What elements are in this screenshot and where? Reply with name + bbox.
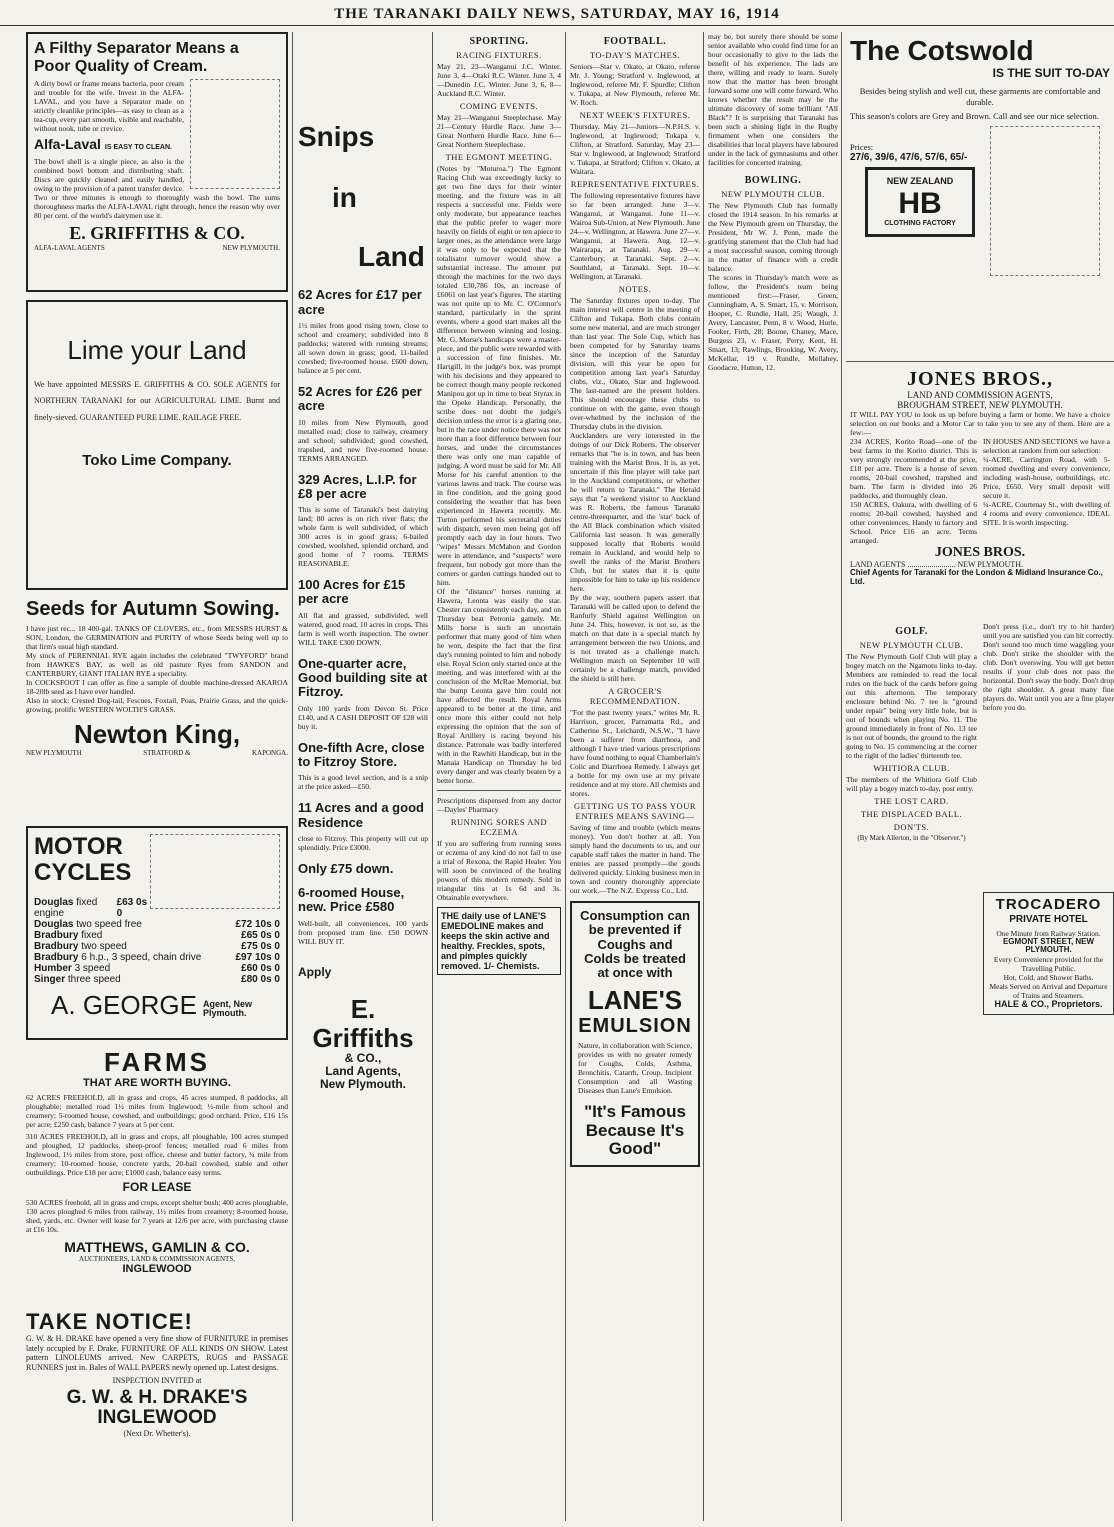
- motor-model-name: Bradbury: [34, 951, 79, 963]
- jones-listing-3: ¼-ACRE, Carrington Road, with 5-roomed dwelling and every convenience, including wash-house, outbuildings, etc. Price, £650. Very small deposit will secure it.: [983, 455, 1110, 500]
- running-heading: RUNNING SORES AND ECZEMA: [450, 817, 548, 837]
- land-listing: [298, 578, 428, 647]
- snips-firm-2: & CO.,: [344, 1051, 382, 1066]
- trocadero-body: Every Convenience provided for the Travelling Public.: [993, 955, 1104, 974]
- land-listing-body: This is some of Taranaki's best dairying land; 80 acres is on rich river flats; the whole farm is well subdivided, of which 300 acres is in good grass; 6-bailed cowshed, woolshed, splendid orchard, and good home of 7 rooms. TERMS REASONABLE.: [298, 505, 428, 569]
- jones-listing-4: ¼-ACRE, Courtenay St., with dwelling of 4 rooms and every convenience. IDEAL SITE. It is worth inspecting.: [983, 500, 1110, 527]
- motor-price: £65 0s 0: [241, 929, 280, 941]
- seeds-title: Seeds for Autumn Sowing.: [26, 598, 280, 620]
- trocadero-sig: HALE & CO., Proprietors.: [994, 999, 1103, 1010]
- coming-heading: COMING EVENTS.: [459, 101, 539, 111]
- land-listing: [298, 886, 428, 946]
- getting-body: Saving of time and trouble (which means money). You don't bother at all. You simply hand the documents to us, and our capable staff takes the matter in hand. The entries are passed promptly—the goods delivered quickly. Linking business men in town and country thoroughly appreciate our work.—The N.Z. Express Co., Ltd.: [570, 823, 700, 895]
- jones-houses: IN HOUSES AND SECTIONS we have a selection at random from our selection:: [983, 437, 1110, 455]
- farms-ad: [26, 1048, 288, 1310]
- land-listing-title: Only £75 down.: [298, 860, 394, 876]
- land-listing-title: 329 Acres, L.I.P. for £8 per acre: [298, 471, 417, 501]
- running-body: If you are suffering from running sores or eczema of any kind do not fail to use a trial of Rexona, the Rapid Healer. You will soon be convinced of the healing powers of this modern remedy. Sold in triangular tins at 1s 6d and 3s. Obtainable everywhere.: [437, 839, 561, 902]
- land-listing-title: 100 Acres for £15 per acre: [298, 577, 406, 607]
- bowling-body: The New Plymouth Club has formally closed the 1914 season. In his remarks at the New Plymouth green on Thursday, the President, Mr W. J. Penn, made the gratifying statement that the Club had had a most successful season, coming through in the matter of finance with a credit balance.: [708, 201, 838, 273]
- hb-factory: CLOTHING FACTORY: [884, 220, 956, 228]
- notice-town: INGLEWOOD: [97, 1407, 217, 1429]
- motor-price-row: [34, 974, 280, 985]
- grocer-body: "For the past twenty years," writes Mr. R. Harrison, grocer, Parramatta Rd., and Catherine St., Leichardt, N.S.W., "I have been a sufferer from diarrhoea, and although I have tried various prescriptions have found nothing to equal Chamberlain's Colic and Diarrhoea Remedy. I always get a bottle for my own use at my private residence and at my store. All chemists and stores.: [570, 708, 700, 798]
- suit-illustration: [990, 126, 1100, 276]
- farms-title: FARMS: [104, 1048, 210, 1077]
- rep-body: The following representative fixtures have so far been arranged: June 3—v. Wanganui, at Wanganui. June 11—v. Wairoa Sub-Union, at New Plymouth. June 24—v. Wellington, at Hawera. June 27—v. Wanganui, at Hawera. Aug. 12—v. Wairarapa, at Taranaki. Aug. 29—v. Canterbury, at Taranaki. Sept. 2—v. Southland, at Taranaki. Sept. 10—v. Wellington, at Taranaki.: [570, 191, 700, 281]
- golf-section: [846, 622, 1114, 1170]
- seeds-town-2: STRATFORD &: [143, 748, 191, 757]
- jones-sub: LAND AND COMMISSION AGENTS,: [907, 390, 1053, 400]
- notice-title: TAKE NOTICE!: [26, 1310, 193, 1334]
- jones-body: IT WILL PAY YOU to look us up before buying a farm or home. We have a choice selection on our books and a Motor Car to take you to see any of them. Here are a few:—: [850, 410, 1110, 437]
- motor-model-name: Bradbury: [34, 940, 79, 952]
- snips-title-1: Snips: [298, 121, 375, 152]
- today-body: Seniors—Star v. Okato, at Okato, referee Mr. J. Young; Stratford v. Inglewood, at Inglewood, referee Mr. F. Spurdle; Clifton v. Tukapa, at New Plymouth, referee Mr. W. Roch.: [570, 62, 700, 107]
- snips-firm-3: Land Agents,: [325, 1064, 401, 1079]
- prescriptions: Prescriptions dispensed from any doctor—Dayles' Pharmacy: [437, 796, 561, 814]
- land-listing: [298, 385, 428, 463]
- bowling-club-heading: NEW PLYMOUTH CLUB.: [721, 189, 825, 199]
- lanes-famous: "It's Famous Because It's Good": [584, 1102, 686, 1159]
- egmont-body: (Notes by "Moturoa.") The Egmont Racing Club was exceedingly lucky to get two fine days for their winter meeting, and the fixture was in all respects a successful one. Fields were only moderate, but appearance teaches that the public prefer to wager more heavily on fields of eight or ten apiece to larger ones, as the attendance were large it was only to be expected that the totalisator turnover would show a substantial increase. The amount put through the machines for the two days totaled £30,786 10s, an increase of £6061 on last year's figures. The starting was not quite up to Mr. C. O'Connor's standard, particularly in the sprint events, where a good start makes all the difference between winning and losing. Mr. G. Morse's handicaps were a master-piece, and the public were rewarded with a succession of fine finishes. Mr. Hartgill, in the judge's box, was prompt with his decisions and they appeared to be correct though many people reckoned Manipou got up in time to beat Styrax in the Opeke Handicap. Personally, the scribe does not doubt the judge's decision unless the error is a glaring one, but in the race under notice there was not more than a foot difference between four horses, and under the circumstances there was only one man capable of judging. A word must be said for Mr. All Morse for his careful attention to the various lawns and track. The course was in fine condition, and the going good considering the weather that has been experienced in Hawera recently. Mr. Turton performed his secretarial duties with dispatch, seven men being got off promptly each day in four hours. Two "wipes" Messrs McMahon and Gordon were in attendance, and "suspects" were frequent, but nobody got more than the corners or garden cuttings handed out to him.: [437, 164, 561, 587]
- cotswold-colors: This season's colors are Grey and Brown. Call and see our nice selection.: [850, 111, 1099, 122]
- land-listing-title: 62 Acres for £17 per acre: [298, 287, 422, 317]
- snips-firm: E. Griffiths: [312, 993, 414, 1053]
- land-listing: [298, 657, 428, 731]
- notes-heading: NOTES.: [618, 284, 652, 294]
- whitiora-body: The members of the Whitiora Golf Club will play a bogey match to-day, post entry.: [846, 775, 977, 793]
- lanes-consumption: Consumption can be prevented if Coughs and Colds be treated at once with: [580, 908, 690, 981]
- motor-model-desc: fixed engine: [34, 896, 98, 919]
- football-heading: FOOTBALL.: [603, 36, 667, 47]
- lime-body: We have appointed MESSRS E. GRIFFITHS & CO. SOLE AGENTS for NORTHERN TARANAKI for our AGRICULTURAL LIME. Burnt and finely-sieved. GUARANTEED PURE LIME. RAILAGE FREE.: [34, 379, 280, 423]
- land-listing: [298, 741, 428, 792]
- seeds-body-3: In COCKSFOOT I can offer as fine a sample of double machine-dressed AKAROA 18-20lb seed as I have ever handled.: [26, 678, 288, 696]
- motor-model-desc: two speed: [81, 940, 127, 952]
- racing-heading: RACING FIXTURES.: [456, 50, 542, 60]
- jones-ad: [846, 362, 1114, 622]
- np-golf-heading: NEW PLYMOUTH CLUB.: [859, 640, 964, 650]
- alfa-title-2: Poor Quality of Cream.: [34, 57, 208, 75]
- lime-ad: [26, 300, 288, 590]
- motor-price-row: [34, 919, 280, 930]
- cotswold-ad: [846, 32, 1114, 362]
- land-listing-body: Only 100 yards from Devon St. Price £140, and A CASH DEPOSIT OF £28 will buy it.: [298, 703, 428, 731]
- coming-body: May 21—Wanganui Steeplechase. May 21—Century Hurdle Race. June 3—Great Northern Hurdle Race. June 6—Great Northern Steeplechase.: [437, 113, 561, 149]
- farms-listing-1: 62 ACRES FREEHOLD, all in grass and crops, 45 acres stumped, 8 paddocks, all ploughable; metalled road 1½ miles from Inglewood; ½-mile from school and creamery; 5-roomed house, cowshed, and outbuildings; good orchard. Price, £16 15s per acre; £250 cash, balance 7 years at 5 per cent.: [26, 1092, 288, 1129]
- getting-heading: GETTING US TO PASS YOUR ENTRIES MEANS SAVING—: [573, 801, 697, 821]
- motor-price: £97 10s 0: [235, 951, 280, 963]
- farms-lease: FOR LEASE: [122, 1179, 192, 1194]
- motor-model-name: Humber: [34, 962, 72, 974]
- column-2: [298, 32, 428, 1521]
- cotswold-suit: IS THE SUIT TO-DAY: [992, 65, 1110, 80]
- column-6: [846, 32, 1114, 1521]
- today-heading: TO-DAY'S MATCHES.: [589, 50, 681, 60]
- hb-letters: HB: [898, 187, 942, 221]
- motor-price-row: [34, 930, 280, 941]
- snips-title-2: in: [332, 181, 357, 213]
- notes-body: The Saturday fixtures open to-day. The main interest will centre in the meeting of Clifton and Tukapa. Both clubs contain some new material, and are much stronger than last year. The Sole Cup, which has been competed for by Saturday teams since the inception of the Saturday division, will this year be open for competition among last year's Saturday clubs, viz., Okato, Star and Inglewood. The last-named are the present holders. This should encourage these clubs to continue on with the game, even though over-whelmed by the inclusion of the Thursday clubs in the division.: [570, 296, 700, 431]
- motor-model-desc: 6 h.p., 3 speed, chain drive: [81, 951, 202, 963]
- donts-body: Don't press (i.e., don't try to hit harder) until you are satisfied you can hit correctly. Don't sound too much time waggling your club. Don't strike the shoulder with the club. Don't overswing. You will get better results if your club does not pass the horizontal. Don't sway the body. Don't drop the right shoulder. A great many fine players do. Wait until you are a fine player before you do.: [983, 622, 1114, 712]
- snips-list: [298, 288, 428, 945]
- motor-model-name: Singer: [34, 973, 66, 985]
- seeds-body-4: Also in stock: Crested Dog-tail, Fescues, Foxtail, Poas, Prairie Grass, and the quick-growing, prolific WESTERN WOLTH'S GRASS.: [26, 696, 288, 714]
- land-listing-title: 52 Acres for £26 per acre: [298, 383, 422, 414]
- jones-title: JONES BROS.,: [907, 368, 1053, 390]
- trocadero-title: TROCADERO: [995, 896, 1102, 913]
- motor-model-desc: fixed: [81, 929, 103, 941]
- donts-heading: DON'TS.: [893, 822, 930, 832]
- golf-heading: GOLF.: [895, 626, 928, 637]
- motor-price: £72 10s 0: [235, 918, 280, 930]
- land-listing: [298, 473, 428, 569]
- motor-model-name: Bradbury: [34, 929, 79, 941]
- notice-firm: G. W. & H. DRAKE'S: [66, 1386, 248, 1408]
- trocadero-ad: [983, 892, 1114, 1015]
- next-body: Thursday, May 21—Juniors—N.P.H.S. v. Inglewood, at Inglewood; Tukapa v. Clifton, at Stratford. Saturday, May 23—Star v. Inglewood, at Inglewood; Stratford v. Tukapa, at Stratford; Clifton v. Okato, at Waitara.: [570, 122, 700, 176]
- jones-sig: JONES BROS.: [934, 545, 1026, 560]
- jones-sig-2: LAND AGENTS ........................ NEW PLYMOUTH.: [850, 560, 1024, 570]
- farms-listing-2: 310 ACRES FREEHOLD, all in grass and crops, all ploughable, 100 acres stumped and ploughed, 12 paddocks, sheep-proof fences; metalled road 6 miles from Inglewood, 1½ miles from store, post office, cheese and butter factory, ¾ mile from creamery; 10-roomed house, concrete yards, 20-bail cowshed, stable and other outbuildings. Price £18 per acre; £1000 cash, balance easy terms.: [26, 1131, 288, 1177]
- motor-price: £80 0s 0: [241, 973, 280, 985]
- egmont-body-2: Of the "distance" horses running at Hawera, Leonta was easily the star. Chester ran consistently each day, and on Thursday beat Petronia gamely. Mr. Mills horse is such an uncertain performer that many good of him when he won, despite the fact that the first day's running pointed to him and nobody else. Royal Scion only started once at the meeting, and was interfered with at the conclusion of the McRae Memorial, but the bump Leonta gave him could not have affected the result. Royal Arms appeared to be better at the time, and once more this either could not help expressing the opinion that the son of Royal Artillery is racing beyond his distance. Patronale was badly interfered with in the Rawhiti Handicap, but in the Manaia Handicap on Thursday he led every danger and was clearly beaten by a better horse.: [437, 587, 561, 785]
- seeds-ad: [26, 598, 288, 820]
- jones-chief: Chief Agents for Taranaki for the London & Midland Insurance Co., Ltd.: [850, 568, 1103, 587]
- lanes-title: LANE'S: [587, 985, 683, 1016]
- trocadero-body-2: Hot, Cold, and Shower Baths.: [1003, 973, 1094, 983]
- emedoline-ad: THE daily use of LANE'S EMEDOLINE makes and keeps the skin active and healthy. Freckles, spots, and pimples quickly removed. 1/- Chemists.: [437, 907, 561, 975]
- land-listing-title: One-quarter acre, Good building site at Fitzroy.: [298, 655, 428, 700]
- hb-logo: [865, 167, 975, 237]
- whitiora-heading: WHITIORA CLUB.: [873, 763, 950, 773]
- land-listing-title: 11 Acres and a good Residence: [298, 800, 424, 830]
- farms-sub: THAT ARE WORTH BUYING.: [83, 1076, 231, 1089]
- motor-price-row: [34, 941, 280, 952]
- alfa-firm: E. GRIFFITHS & CO.: [69, 223, 245, 244]
- land-listing-body: 10 miles from New Plymouth, good metalled road; close to railway, creamery and school; subdivided; good cowshed, trapshed, and new five-roomed house. TERMS ARRANGED.: [298, 417, 428, 463]
- next-heading: NEXT WEEK'S FIXTURES.: [579, 110, 691, 120]
- motor-cycles-ad: [26, 826, 288, 1040]
- column-4: [570, 32, 700, 1521]
- racing-body: May 21, 23—Wanganui J.C. Winter. June 3, 4—Otaki R.C. Winter. June 3, 4—Dunedin J.C. Winter. June 3, 6, 8—Auckland R.C. Winter.: [437, 62, 561, 98]
- alfa-town: NEW PLYMOUTH.: [222, 243, 280, 252]
- land-listing-body: 1½ miles from good rising town, close to school and creamery; subdivided into 8 paddocks; watered with running streams; all sown down in grass; good, 11-bailed cowshed; five-roomed house. £600 down, balance at 5 per cent.: [298, 320, 428, 375]
- motor-title-2: CYCLES: [34, 859, 132, 887]
- lime-company: Toko Lime Company.: [82, 451, 232, 469]
- column-rule: [841, 32, 842, 1521]
- hb-nz: NEW ZEALAND: [886, 176, 954, 187]
- motor-model-desc: three speed: [67, 973, 121, 985]
- motor-price-row: [34, 963, 280, 974]
- trocadero-private: PRIVATE HOTEL: [1009, 913, 1088, 925]
- column-5: [708, 32, 838, 1521]
- alfa-brand: Alfa-Laval: [34, 136, 101, 153]
- column-rule: [703, 32, 704, 1521]
- alfa-title-1: A Filthy Separator Means a: [34, 40, 239, 57]
- motor-firm: A. GEORGE: [51, 989, 197, 1020]
- bowling-scores: The scores in Thursday's match were as follow, the President's team being mentioned first:—Fraser, Green, Cunningham, A. S. Smart, 15, v. Morrison, Hooper, C. Rundle, Hall, 25; Waugh, J. Avery, Lancaster, Penn, 8 v. Wood, Hurle, Fooker, Firth, 28; Boone, Chaney, Mace, Burgess 23, v. Fraser, Perry, Kent, H. Smart, 13; Rawlings, Brooking, W. Avery, McKellar, 19 v. Rundle, Mellahey, Goodacre, Hutton, 12.: [708, 273, 838, 372]
- bowling-heading: BOWLING.: [744, 175, 802, 186]
- motor-model-name: Douglas: [34, 918, 74, 930]
- motor-price-row: [34, 897, 150, 919]
- motor-model-name: Douglas: [34, 896, 74, 908]
- column-rule: [292, 32, 293, 1521]
- farms-listing-3: 530 ACRES freehold, all in grass and crops, except shelter bush; 400 acres ploughable, 130 acres ploughed 6 miles from railway, 1½ miles from creamery; 8-roomed house, shed, yards, etc. Owner will lease for 7 years at 12/6 per acre, with purchasing clause at £16 10s.: [26, 1197, 288, 1234]
- notice-invite: INSPECTION INVITED at: [112, 1375, 202, 1385]
- seeds-firm: Newton King,: [73, 719, 241, 749]
- land-listing-title: One-fifth Acre, close to Fitzroy Store.: [298, 739, 425, 769]
- column-1: [26, 32, 288, 1521]
- jones-addr: BROUGHAM STREET, NEW PLYMOUTH.: [897, 400, 1063, 410]
- motor-title-1: MOTOR: [34, 833, 123, 860]
- column-rule: [565, 32, 566, 1521]
- alfa-laval-ad: [26, 32, 288, 292]
- motor-model-desc: 3 speed: [74, 962, 111, 974]
- alfa-body: A dirty bowl or frame means bacteria, poor cream and trouble for the wife. Invest in the ALFA-LAVAL, and you have a Separator made on strictly cleanlike principles—as easy to clean as a tea-cup, every part smooth, visible and reachable, without nook, tube or crevice.: [34, 79, 184, 134]
- farms-town: INGLEWOOD: [122, 1263, 192, 1276]
- land-listing-body: Well-built, all conveniences, 100 yards from proposed tram line. £50 DOWN WILL BUY IT.: [298, 918, 428, 946]
- motor-firm-sub: Agent, New Plymouth.: [202, 998, 252, 1019]
- land-listing-body: close to Fitzroy. This property will cut up splendidly. Price £3000.: [298, 833, 428, 852]
- cotswold-body: Besides being stylish and well cut, these garments are comfortable and durable.: [859, 85, 1101, 107]
- cotswold-prices: 27/6, 39/6, 47/6, 57/6, 65/-: [850, 152, 968, 164]
- notes-body-2: Aucklanders are very interested in the doings of our Dick Roberts. The observer remarks that "he is in town, and has been training with the Marist Bros. It is, as yet, uncertain if this fine player will take part in the Auckland competitions, or whether he will return to Taranaki." The Herald says that "a weekend visitor to Auckland was R. Roberts, the famous Taranaki centre-threequarter, and the 'star' back of the All Black combination which visited California last season. It was generally supposed locally that Roberts would remain in Auckland, and would help to swell the ranks of the Marist Brothers Club, but he states that it is quite impossible for him to take up his residence here.: [570, 431, 700, 593]
- grocer-heading: A GROCER'S RECOMMENDATION.: [589, 686, 681, 706]
- motor-price: £63 0s 0: [116, 896, 148, 919]
- notice-note: (Next Dr. Whetter's).: [123, 1429, 191, 1439]
- alfa-agents: ALFA-LAVAL AGENTS: [34, 243, 105, 252]
- snips-apply: Apply: [298, 964, 332, 979]
- rep-heading: REPRESENTATIVE FIXTURES.: [570, 179, 700, 189]
- jones-listing-2: 150 ACRES, Oakura, with dwelling of 6 rooms; 20-bail cowshed, hayshed and other conveniences. Handy to factory and School. Price £16 an acre. Terms arranged.: [850, 500, 977, 545]
- motor-price-row: [34, 952, 280, 963]
- displaced-ball-heading: THE DISPLACED BALL.: [860, 809, 963, 819]
- motor-price: £60 0s 0: [241, 962, 280, 974]
- land-listing-body: All flat and grassed, subdivided, well watered, good road, 10 acres in crops. This farm is well worth inspection. The owner WILL TAKE £300 DOWN.: [298, 610, 428, 647]
- motor-price-list: [34, 897, 280, 985]
- separator-illustration: [190, 79, 280, 189]
- jones-listing-1: 234 ACRES, Korito Road—one of the best farms in the Korito district. This is very strongly recommended at the price, £18 per acre. There is a house of seven rooms, 20-bail cowshed, trapshed and barn. The farm is divided into 26 paddocks, and thoroughly clean.: [850, 437, 977, 500]
- trocadero-sub: One Minute from Railway Station.: [996, 928, 1101, 938]
- football-continued: may be, but surely there should be some senior available who could find time for an hour occasionally to give to the lads the benefit of his experience. The lads are there, willing and ready to learn. Surely now that the matter has been brought forward some one will come forward. Who knows whether the result may be the ultimate discovery of some brilliant "All Black"? It is surprising that Taranaki has been such a shining light in the Rugby firmament when one considers the disabilities that local players have laboured under in the lack of gymnasiums and other facilities for concerted training.: [708, 32, 838, 167]
- seeds-body: I have just rec... 18 400-gal. TANKS OF CLOVERS, etc., from MESSRS HURST & SON, London, the GERMINATION and PURITY of whose Seeds being well up to that firm's usual high standard.: [26, 624, 288, 651]
- snips-firm-4: New Plymouth.: [319, 1077, 406, 1092]
- column-3: [437, 32, 561, 1521]
- land-listing: [298, 862, 428, 876]
- notes-body-3: By the way, southern papers assert that Taranaki will be called upon to defend the Ranfurly Shield against Wellington on June 24. This, however, is not so, as the match on that date is a special match by arrangement between the two Unions, and is not treated as a challenge match. Wellington match on September 10 will certainly be a challenge match, provided the shield is still here.: [570, 593, 700, 683]
- motorcycle-illustration: [150, 834, 280, 909]
- land-listing: [298, 801, 428, 852]
- egmont-heading: THE EGMONT MEETING.: [445, 152, 553, 162]
- cotswold-title: The Cotswold: [850, 35, 1034, 66]
- column-rule: [432, 32, 433, 1521]
- farms-firm-sub: AUCTIONEERS, LAND & COMMISSION AGENTS,: [79, 1255, 235, 1264]
- motor-model-desc: two speed free: [76, 918, 142, 930]
- trocadero-addr: EGMONT STREET, NEW PLYMOUTH.: [1002, 936, 1095, 955]
- alfa-body-2: The bowl shell is a single piece, as also is the combined bowl bottom and distributing shaft. Discs are quickly cleaned and easily handled, owing to the provision of a patent transfer device. Two or three minutes is enough to thoroughly wash the bowl. The sums thoroughness marks the ALFA-LAVAL right through, hence the reason why over 80 per cent. of the world's dairymen use it.: [34, 157, 280, 221]
- lanes-emulsion: EMULSION: [578, 1015, 692, 1038]
- lanes-emulsion-ad: [570, 901, 700, 1167]
- lanes-body: Nature, in collaboration with Science, provides us with no greater remedy for Coughs, Colds, Asthma, Bronchitis, Catarrh, Croup, Incipient Consumption and all Wasting Diseases than Lane's Emulsion.: [578, 1041, 692, 1096]
- donts-sub: (By Mark Allerton, in the "Observer."): [857, 834, 966, 842]
- seeds-town-3: KAPONGA.: [252, 748, 288, 757]
- land-listing-title: 6-roomed House, new. Price £580: [298, 885, 405, 915]
- trocadero-body-3: Meals Served on Arrival and Departure of Trains and Steamers.: [989, 982, 1108, 1001]
- land-listing: [298, 288, 428, 375]
- take-notice-ad: [26, 1310, 288, 1496]
- seeds-town-1: NEW PLYMOUTH: [26, 748, 82, 757]
- cotswold-prices-label: Prices:: [850, 141, 874, 152]
- notice-body: G. W. & H. DRAKE have opened a very fine show of FURNITURE in premises lately occupied by F. Drake. FURNITURE OF ALL KINDS ON SHOW. Latest pattern LINOLEUMS arrived. New CARPETS, RUGS and PASSAGE RUNNERS just in. Bales of WALL PAPERS newly opened up. Latest designs.: [26, 1334, 288, 1372]
- motor-price: £75 0s 0: [241, 940, 280, 952]
- lost-card-heading: THE LOST CARD.: [874, 796, 949, 806]
- lime-title: Lime your Land: [67, 335, 247, 365]
- golf-body: The New Plymouth Golf Club will play a bogey match on the Ngamotu links to-day. Members are reminded to read the local rules on the back of the cards before going out this afternoon. The temporary enclosure behind No. 7 tee is "ground under repair" being very little hole, but is out of bounds when playing No. 11. The ground immediately in front of No. 13 tee is not out of bounds, the ground to the right going to No. 15 commencing at the corner to the right of the ladies' thirteenth tee.: [846, 652, 977, 760]
- snips-title-3: Land: [358, 240, 425, 272]
- masthead: THE TARANAKI DAILY NEWS, SATURDAY, MAY 16, 1914: [0, 6, 1114, 26]
- sporting-heading: SPORTING.: [469, 36, 529, 47]
- land-listing-body: This is a good level section, and is a snip at the price asked—£50.: [298, 773, 428, 792]
- alfa-easy: IS EASY TO CLEAN.: [104, 144, 172, 152]
- seeds-body-2: My stock of PERENNIAL RYE again includes the celebrated "TWYFORD" brand from HAWKE'S BAY, as well as old pasture Ryes from SANDON and CANTERBURY, GIANT ITALIAN RYE a speciality.: [26, 651, 288, 678]
- farms-firm: MATTHEWS, GAMLIN & CO.: [64, 1238, 250, 1255]
